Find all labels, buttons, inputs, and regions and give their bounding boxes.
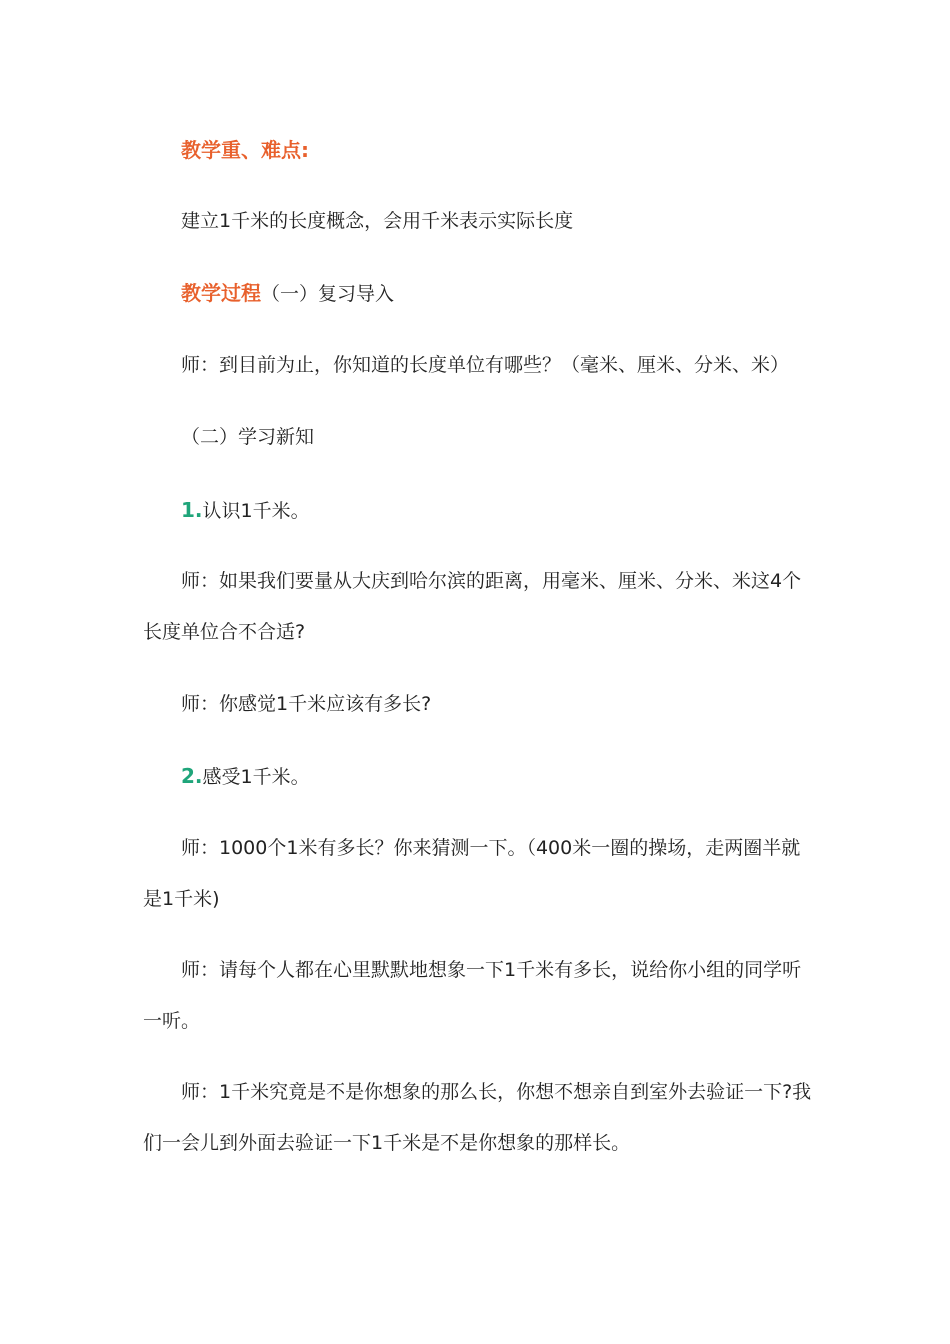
question-5: 师：请每个人都在心里默默地想象一下1千米有多长，说给你小组的同学听一听。 (143, 959, 802, 1032)
process-label: 教学过程 (181, 281, 261, 305)
process-heading (143, 268, 813, 320)
item-2-text: 感受1千米。 (202, 766, 310, 788)
item-2 (143, 751, 813, 803)
key-points-text: 建立1千米的长度概念，会用千米表示实际长度 (181, 210, 574, 232)
heading-key: 教学重、难点: (181, 138, 309, 162)
item-1 (143, 485, 813, 537)
section-1-title: （一）复习导入 (261, 283, 395, 305)
question-6: 师：1千米究竟是不是你想象的那么长，你想不想亲自到室外去验证一下?我们一会儿到外面去验证一下1千米是不是你想象的那样长。 (143, 1081, 812, 1154)
question-4: 师：1000个1米有多长？你来猜测一下。（400米一圈的操场，走两圈半就是1千米) (143, 837, 801, 910)
question-2: 师：如果我们要量从大庆到哈尔滨的距离，用毫米、厘米、分米、米这4个长度单位合不合适? (143, 570, 802, 643)
key-points-heading (143, 125, 813, 177)
question-1: 师：到目前为止，你知道的长度单位有哪些？（毫米、厘米、分米、米） (181, 354, 790, 376)
item-2-number: 2. (181, 764, 203, 788)
section-2-title: （二）学习新知 (181, 426, 315, 448)
item-1-number: 1. (181, 498, 203, 522)
item-1-text: 认识1千米。 (202, 500, 310, 522)
question-3: 师：你感觉1千米应该有多长? (181, 693, 432, 715)
